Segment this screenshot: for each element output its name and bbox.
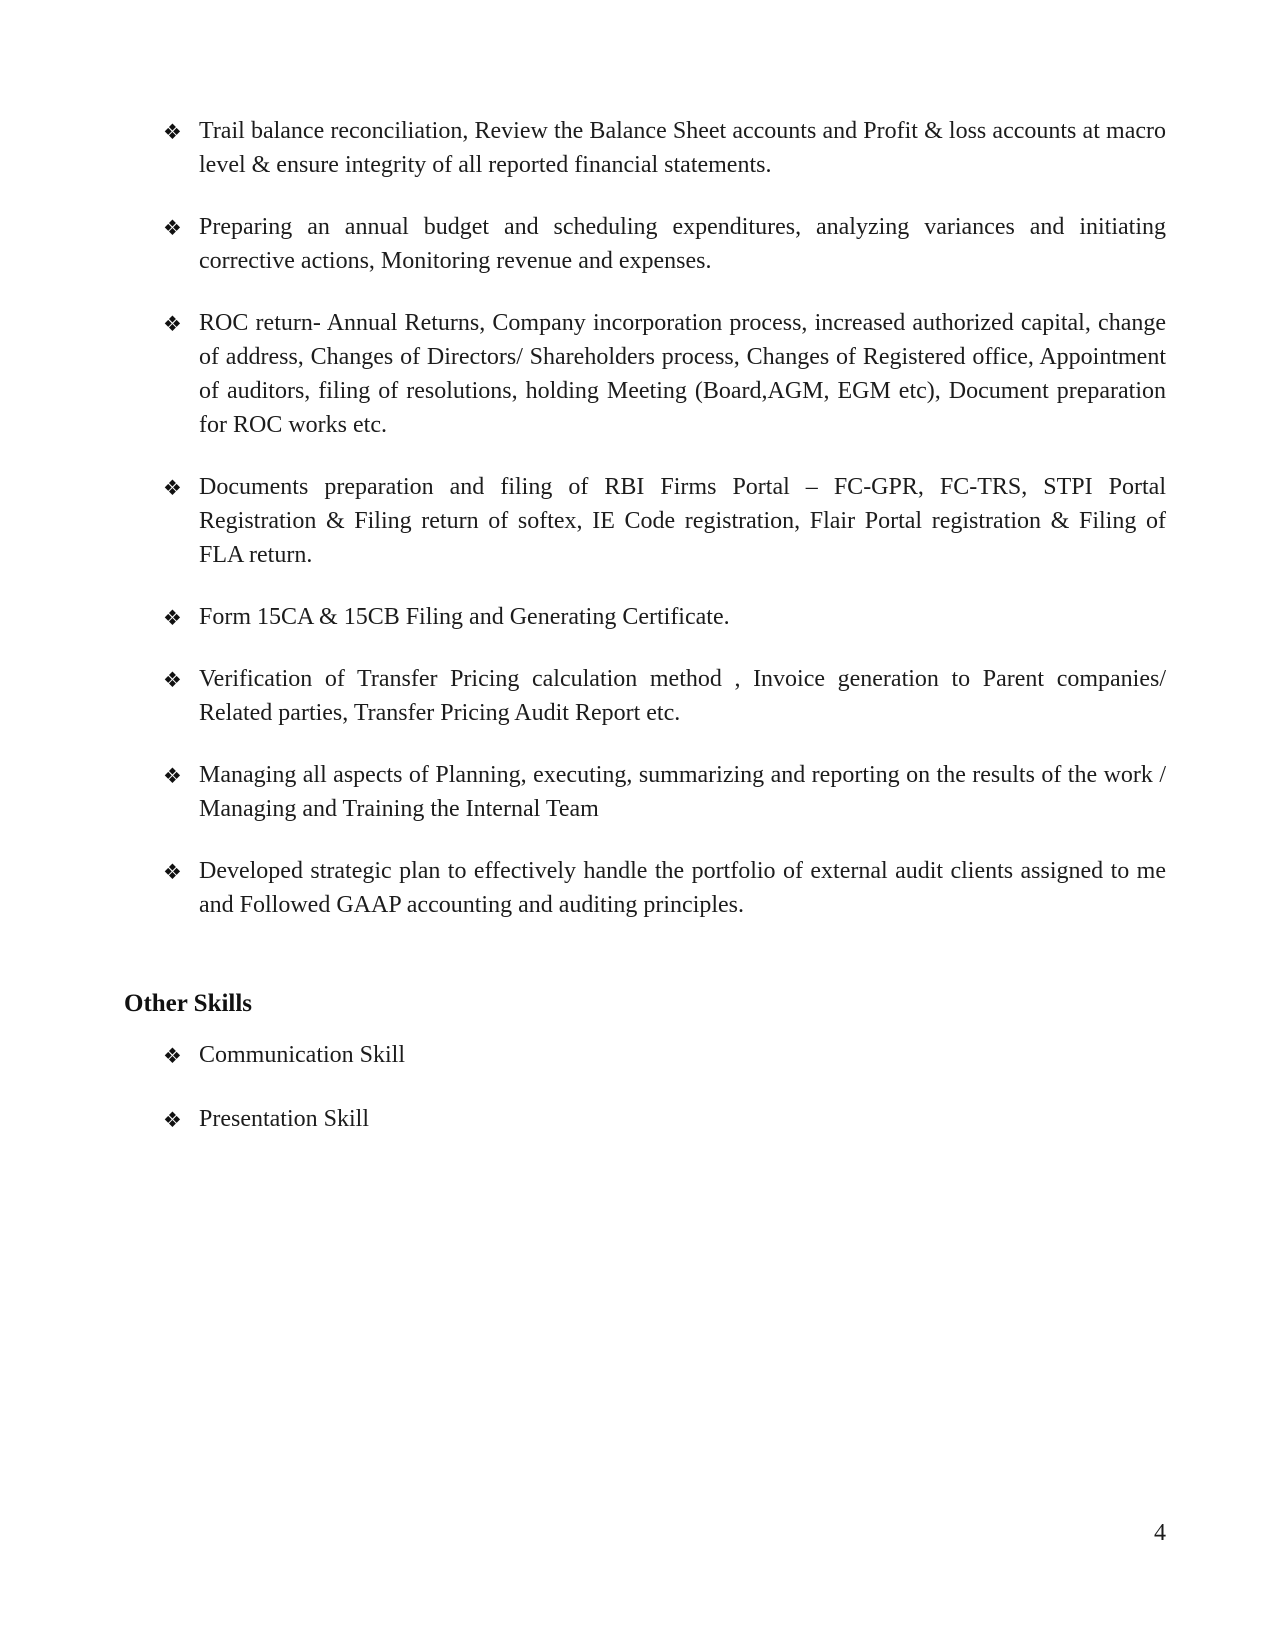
diamond-bullet-icon: ❖ [163, 120, 182, 144]
bullet-item [124, 470, 1166, 572]
bullet-item [124, 662, 1166, 730]
bullet-text: Form 15CA & 15CB Filing and Generating Certificate. [199, 604, 730, 630]
diamond-bullet-icon: ❖ [163, 216, 182, 240]
page-number: 4 [1154, 1520, 1166, 1546]
bullet-item [124, 854, 1166, 922]
diamond-bullet-icon: ❖ [163, 860, 182, 884]
skill-item [124, 1038, 1166, 1072]
bullet-text: ROC return- Annual Returns, Company incorporation process, increased authorized capital, change of address, Changes of Directors/ Shareholders process, Changes of Registered office, Appointment of auditors, filing of resolutions, holding Meeting (Board,AGM, EGM etc), Document preparation for ROC works etc. [199, 310, 1166, 438]
skill-text: Communication Skill [199, 1042, 406, 1068]
bullet-text: Verification of Transfer Pricing calculation method , Invoice generation to Parent companies/ Related parties, Transfer Pricing Audit Report etc. [199, 666, 1166, 726]
bullet-item [124, 306, 1166, 442]
diamond-bullet-icon: ❖ [163, 764, 182, 788]
experience-bullet-list [124, 114, 1166, 922]
diamond-bullet-icon: ❖ [163, 312, 182, 336]
diamond-bullet-icon: ❖ [163, 476, 182, 500]
bullet-text: Trail balance reconciliation, Review the Balance Sheet accounts and Profit & loss accounts at macro level & ensure integrity of all reported financial statements. [199, 118, 1166, 178]
skill-text: Presentation Skill [199, 1106, 369, 1132]
bullet-item [124, 210, 1166, 278]
bullet-item [124, 758, 1166, 826]
diamond-bullet-icon: ❖ [163, 1108, 182, 1132]
page-content [124, 114, 1166, 1166]
bullet-text: Documents preparation and filing of RBI Firms Portal – FC-GPR, FC-TRS, STPI Portal Registration & Filing return of softex, IE Code registration, Flair Portal registration & Filing of FLA return. [199, 474, 1166, 568]
diamond-bullet-icon: ❖ [163, 668, 182, 692]
diamond-bullet-icon: ❖ [163, 1044, 182, 1068]
other-skills-list [124, 1038, 1166, 1136]
skill-item [124, 1102, 1166, 1136]
bullet-text: Managing all aspects of Planning, executing, summarizing and reporting on the results of the work / Managing and Training the Internal Team [199, 762, 1166, 822]
bullet-text: Preparing an annual budget and scheduling expenditures, analyzing variances and initiating corrective actions, Monitoring revenue and expenses. [199, 214, 1166, 274]
bullet-item [124, 600, 1166, 634]
other-skills-heading: Other Skills [124, 990, 253, 1017]
diamond-bullet-icon: ❖ [163, 606, 182, 630]
bullet-text: Developed strategic plan to effectively handle the portfolio of external audit clients assigned to me and Followed GAAP accounting and auditing principles. [199, 858, 1166, 918]
bullet-item [124, 114, 1166, 182]
